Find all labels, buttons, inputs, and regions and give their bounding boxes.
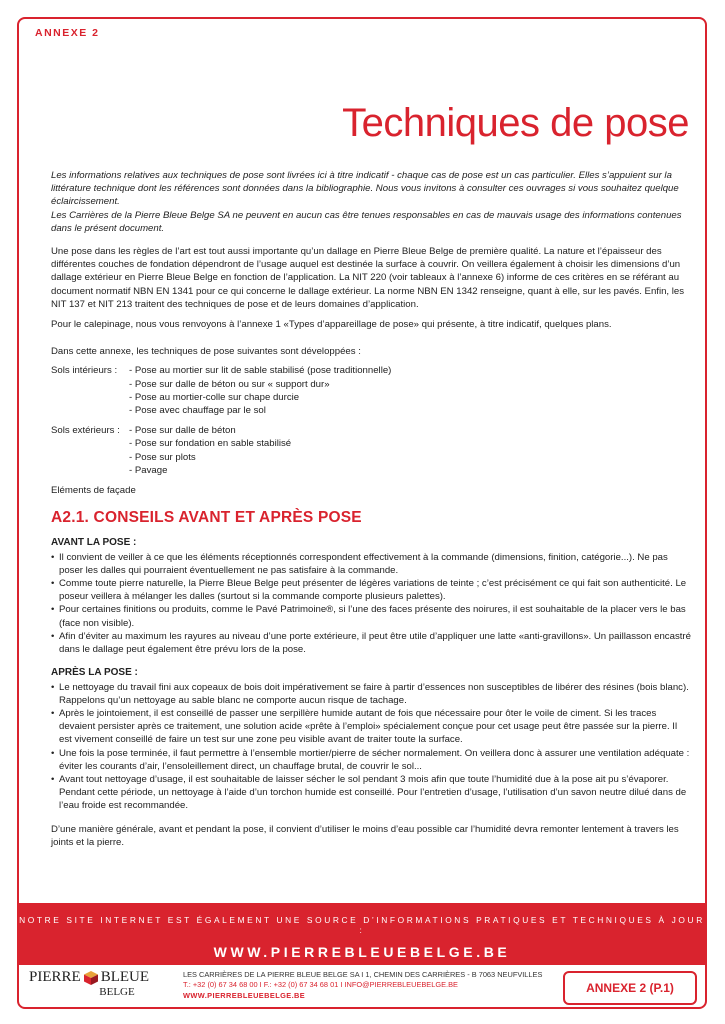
apres-list bbox=[51, 681, 691, 813]
list-item: - Pose avec chauffage par le sol bbox=[129, 405, 266, 417]
page-frame bbox=[17, 17, 707, 1009]
annex-page-badge: ANNEXE 2 (P.1) bbox=[563, 971, 697, 1005]
list-item: • Avant tout nettoyage d’usage, il est souhaitable de laisser sécher le sol pendant 3 mois afin que toute l’humidité due à la pose ait pu s’évaporer. Pendant cette période, un nettoyage à l’aide d’un torchon humide est conseillé. Pour l’entretien d’usage, l’utilisation d’un savon neutre dilué dans de l’eau froide est recommandée. bbox=[51, 773, 691, 813]
list-item: • Pour certaines finitions ou produits, comme le Pavé Patrimoine®, si l’une des faces présente des noirures, il est souhaitable de la placer vers le bas (face non visible). bbox=[51, 603, 691, 629]
avant-list bbox=[51, 551, 691, 657]
banner-url-link[interactable]: WWW.PIERREBLEUEBELGE.BE bbox=[213, 944, 511, 960]
list-item: • Afin d’éviter au maximum les rayures au niveau d’une porte extérieure, il peut être utile d’appliquer une latte «anti-gravillons». Un paillasson encastré dans le dallage peut également être prévu lors de la pose. bbox=[51, 630, 691, 656]
closing-paragraph: D’une manière générale, avant et pendant la pose, il convient d’utiliser le moins d’eau possible car l’humidité devra remonter lentement à travers les joints et la pierre. bbox=[51, 823, 679, 848]
sols-interieurs bbox=[51, 364, 691, 417]
list-item: - Pose sur dalle de béton ou sur « support dur» bbox=[129, 378, 330, 390]
avant-title: AVANT LA POSE : bbox=[51, 537, 137, 549]
logo-word-pierre: PIERRE bbox=[29, 969, 81, 985]
sols-exterieurs-list bbox=[129, 424, 291, 477]
footer-website-link[interactable]: WWW.PIERREBLEUEBELGE.BE bbox=[183, 990, 306, 1000]
list-item: • Après le jointoiement, il est conseillé de passer une serpillère humide autant de fois que nécessaire pour ôter le voile de ciment. Si les traces devaient persister après ce traitement, une solution acide «prête à l’emploi» spécialement conçue pour cet usage peut être passée sur la pierre. Il est vivement conseillé de faire un test sur une zone peu visible avant de traiter toute la surface. bbox=[51, 707, 691, 747]
website-banner bbox=[19, 903, 705, 965]
annex-label: ANNEXE 2 bbox=[35, 27, 100, 39]
list-item: • Il convient de veiller à ce que les éléments réceptionnés correspondent effectivement à la commande (dimensions, finition, catégorie...). Ne pas poser les dalles qui pourraient éventuellement ne pas satisfaire à la commande. bbox=[51, 551, 691, 577]
list-item: - Pose sur plots bbox=[129, 451, 196, 463]
list-item: - Pose au mortier sur lit de sable stabilisé (pose traditionnelle) bbox=[129, 365, 392, 377]
techniques-intro: Dans cette annexe, les techniques de pose suivantes sont développées : bbox=[51, 346, 361, 358]
list-item: • Comme toute pierre naturelle, la Pierre Bleue Belge peut présenter de légères variations de teinte ; c’est précisément ce qui fait son authenticité. Le poseur veillera à mélanger les dalles (surtout si la commande comporte plusieurs palettes). bbox=[51, 577, 691, 603]
intro-disclaimer bbox=[51, 169, 691, 235]
address-line: LES CARRIÈRES DE LA PIERRE BLEUE BELGE SA I 1, CHEMIN DES CARRIÈRES - B 7063 NEUFVILLES bbox=[183, 970, 543, 979]
intro-line-1: Les informations relatives aux techniques de pose sont livrées ici à titre indicatif - chaque cas de pose est un cas particulier. Elles s’appuient sur la littérature technique dont les références sont données dans la bibliographie. Nous vous invitons à consulter ces ouvrages si vous souhaitez quelque éclaircissement. bbox=[51, 170, 679, 208]
sols-interieurs-list bbox=[129, 364, 391, 417]
list-item: - Pavage bbox=[129, 464, 168, 476]
list-item: - Pose au mortier-colle sur chape durcie bbox=[129, 391, 300, 403]
list-item: - Pose sur dalle de béton bbox=[129, 425, 236, 437]
sols-exterieurs bbox=[51, 424, 691, 477]
logo-word-bleue: BLEUE bbox=[100, 969, 150, 985]
list-item: • Le nettoyage du travail fini aux copeaux de bois doit impérativement se faire à partir d’essences non susceptibles de libérer des résines (bois blanc). Rappelons qu’un nettoyage au sable blanc ne comporte aucun risque de tachage. bbox=[51, 681, 691, 707]
paragraph-1: Une pose dans les règles de l’art est tout aussi importante qu’un dallage en Pierre Bleue Belge de première qualité. La nature et l’épaisseur des différentes couches de fondation dépendront de l’usage auquel est destinée la surface à couvrir. On veillera également à choisir les dimensions d’un dallage extérieur en Pierre Bleue Belge en fonction de l’application. La NIT 220 (voir tableaux à l’annexe 6) informe de ces critères en se référant au document normatif NBN EN 1341 pour ce qui concerne le dallage extérieur. La norme NBN EN 1342 renseigne, quant à elle, sur les pavés. Enfin, les NIT 137 et NIT 213 traitent des techniques de pose et de leurs domaines d’application. bbox=[51, 246, 685, 310]
paragraph-2: Pour le calepinage, nous vous renvoyons à l’annexe 1 «Types d’appareillage de pose» qui présente, à titre indicatif, quelques plans. bbox=[51, 319, 612, 331]
sols-exterieurs-label: Sols extérieurs : bbox=[51, 425, 120, 437]
list-item: - Pose sur fondation en sable stabilisé bbox=[129, 438, 292, 450]
banner-text: NOTRE SITE INTERNET EST ÉGALEMENT UNE SOURCE D’INFORMATIONS PRATIQUES ET TECHNIQUES À JOUR : bbox=[19, 915, 705, 935]
list-item: • Une fois la pose terminée, il faut permettre à l’ensemble mortier/pierre de sécher normalement. On veillera donc à assurer une ventilation adéquate : éviter les courants d’air, l’ensoleillement direct, un chauffage brutal, de couvrir le sol... bbox=[51, 747, 691, 773]
company-logo bbox=[29, 969, 169, 1007]
contact-line: T.: +32 (0) 67 34 68 00 I F.: +32 (0) 67 34 68 01 I INFO@PIERREBLEUEBELGE.BE bbox=[183, 980, 458, 990]
facade-label: Eléments de façade bbox=[51, 485, 136, 497]
intro-line-2: Les Carrières de la Pierre Bleue Belge SA ne peuvent en aucun cas être tenues responsables en cas de mauvais usage des informations contenues dans le présent document. bbox=[51, 209, 682, 234]
footer bbox=[19, 965, 705, 1009]
sols-interieurs-label: Sols intérieurs : bbox=[51, 365, 118, 377]
section-title: A2.1. CONSEILS AVANT ET APRÈS POSE bbox=[51, 509, 362, 527]
logo-word-belge: BELGE bbox=[99, 986, 135, 998]
company-address bbox=[183, 970, 542, 1001]
apres-title: APRÈS LA POSE : bbox=[51, 667, 138, 679]
cube-icon bbox=[84, 971, 98, 985]
page-title: Techniques de pose bbox=[342, 101, 689, 145]
main-content bbox=[51, 169, 691, 849]
